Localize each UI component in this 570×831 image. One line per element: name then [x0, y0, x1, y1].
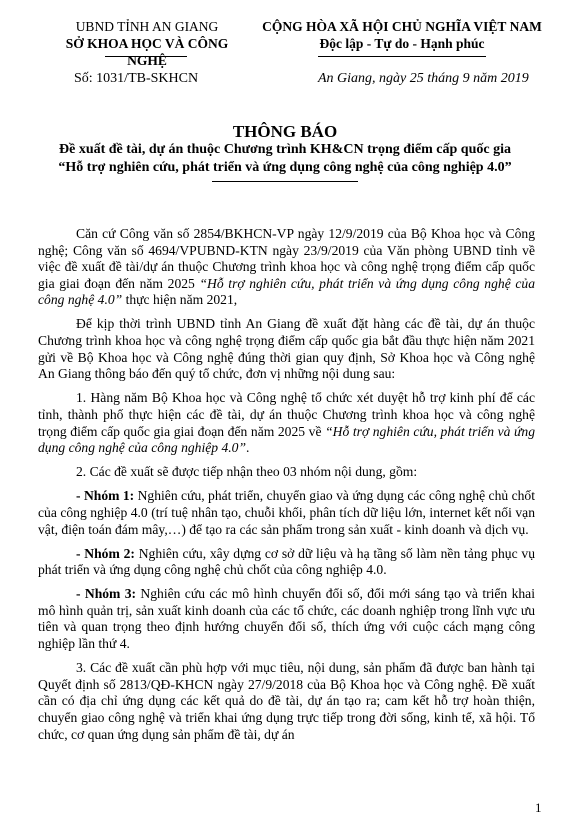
paragraph: Căn cứ Công văn số 2854/BKHCN-VP ngày 12/9/2019 của Bộ Khoa học và Công nghệ; Công văn số 4694/VPUBND-KTN ngày 23/9/2019 của Văn phòng UBND tỉnh về việc đề xuất đề tài/dự án thuộc Chương trình khoa học và công nghệ trọng điểm cấp quốc gia giai đoạn đến năm 2025 “Hỗ trợ nghiên cứu, phát triển và ứng dụng công nghệ của công nghệ 4.0” thực hiện năm 2021,: [38, 226, 535, 308]
program-name: “Hỗ trợ nghiên cứu, phát triển và ứng dụng công nghệ của công nghiệp 4.0”: [58, 160, 512, 175]
paragraph: 2. Các đề xuất sẽ được tiếp nhận theo 03 nhóm nội dung, gồm:: [76, 464, 418, 480]
motto-underline: [318, 56, 486, 57]
title-underline: [212, 181, 358, 182]
document-title: THÔNG BÁO: [232, 122, 338, 141]
paragraph: - Nhóm 1: Nghiên cứu, phát triển, chuyển giao và ứng dụng các công nghệ chủ chốt của công nghiệp 4.0 (trí tuệ nhân tạo, chuỗi khối, phân tích dữ liệu lớn, internet kết nối vạn vật, điện toán đám mây,…) để tạo ra các sản phẩm trong sản xuất - kinh doanh và dịch vụ.: [38, 488, 535, 537]
document-body: [38, 226, 535, 751]
country-name: CỘNG HÒA XÃ HỘI CHỦ NGHĨA VIỆT NAM: [262, 19, 542, 34]
document-number: Số: 1031/TB-SKHCN: [74, 71, 199, 86]
paragraph: - Nhóm 2: Nghiên cứu, xây dựng cơ sở dữ liệu và hạ tầng số làm nền tảng phục vụ phát triển và ứng dụng công nghệ chủ chốt của công nghiệp 4.0.: [38, 545, 536, 578]
paragraph: 1. Hàng năm Bộ Khoa học và Công nghệ tổ chức xét duyệt hỗ trợ kinh phí để các tỉnh, thành phố thực hiện các đề tài, dự án thuộc Chương trình khoa học và công nghệ trọng điểm cấp quốc gia giai đoạn đến năm 2025 về “Hỗ trợ nghiên cứu, phát triển và ứng dụng công nghệ của công nghiệp 4.0”.: [38, 390, 535, 456]
agency-underline: [105, 56, 187, 57]
document-date: An Giang, ngày 25 tháng 9 năm 2019: [318, 71, 529, 86]
agency-parent: UBND TỈNH AN GIANG: [75, 19, 219, 34]
paragraph: 3. Các đề xuất cần phù hợp với mục tiêu, nội dung, sản phẩm đã được ban hành tại Quyết định số 2813/QĐ-KHCN ngày 27/9/2018 của Bộ Khoa học và Công nghệ. Đề xuất cần có địa chỉ ứng dụng các kết quả do đề tài, dự án tạo ra; cam kết hỗ trợ hoàn thiện, chuyển giao công nghệ và triển khai ứng dụng trực tiếp trong đời sống, kinh tế, xã hội. Tổ chức, cơ quan ứng dụng sản phẩm đề tài, dự án: [38, 660, 535, 742]
issuing-agency: [52, 18, 242, 69]
paragraph: Để kịp thời trình UBND tỉnh An Giang đề xuất đặt hàng các đề tài, dự án thuộc Chương trình khoa học và công nghệ trọng điểm cấp quốc gia bắt đầu thực hiện năm 2021 gửi về Bộ Khoa học và Công nghệ đúng thời gian quy định, Sở Khoa học và Công nghệ An Giang thông báo đến quý tổ chức, đơn vị những nội dung sau:: [38, 316, 535, 382]
national-motto: [252, 18, 552, 52]
motto: Độc lập - Tự do - Hạnh phúc: [319, 36, 485, 51]
agency-name: SỞ KHOA HỌC VÀ CÔNG NGHỆ: [65, 36, 229, 68]
document-subject: Đề xuất đề tài, dự án thuộc Chương trình KH&CN trọng điểm cấp quốc gia: [59, 142, 511, 157]
paragraph: - Nhóm 3: Nghiên cứu các mô hình chuyển đổi số, đổi mới sáng tạo và triển khai mô hình quản trị, sản xuất kinh doanh của các tổ chức, các doanh nghiệp trong lĩnh vực ưu tiên và quan trọng theo định hướng chuyển đổi số, thích ứng với cuộc cách mạng công nghiệp lần thứ 4.: [38, 586, 535, 652]
page-number: 1: [535, 800, 542, 815]
